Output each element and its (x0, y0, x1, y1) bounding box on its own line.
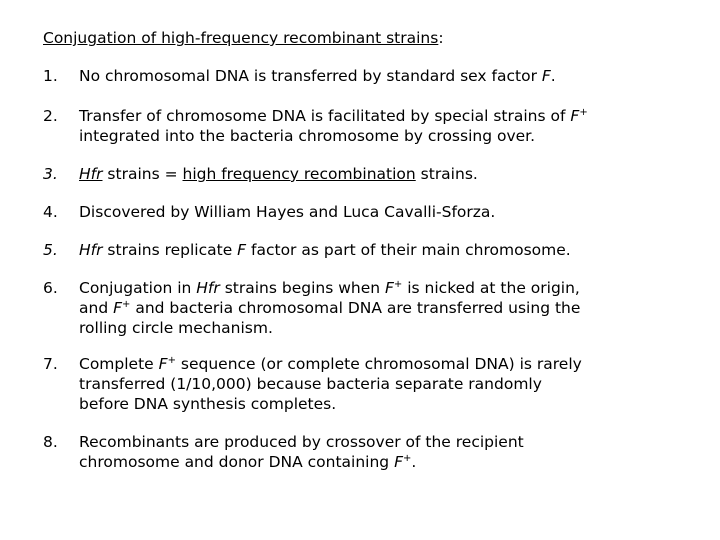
item-text: Hfr strains replicate F factor as part of their main chromosome. (79, 241, 571, 259)
item-number: 5. (43, 241, 58, 259)
list-item (43, 202, 683, 222)
slide-heading (43, 28, 444, 48)
list-item (43, 278, 683, 338)
item-text: No chromosomal DNA is transferred by standard sex factor F. (79, 67, 556, 85)
list-item (43, 432, 683, 472)
list-item (43, 66, 683, 86)
list-item (43, 164, 683, 184)
heading-colon: : (438, 29, 444, 47)
list-item (43, 354, 683, 414)
item-number: 7. (43, 355, 58, 373)
item-number: 3. (43, 165, 58, 183)
item-text: Recombinants are produced by crossover of the recipient chromosome and donor DNA containing F+. (79, 433, 524, 471)
list-item (43, 240, 683, 260)
item-text: Hfr strains = high frequency recombination strains. (79, 165, 478, 183)
item-number: 6. (43, 279, 58, 297)
heading-text: Conjugation of high-frequency recombinant strains (43, 29, 439, 47)
item-text: Conjugation in Hfr strains begins when F+ is nicked at the origin, and F+ and bacteria chromosomal DNA are transferred using the rolling circle mechanism. (79, 278, 581, 337)
item-number: 8. (43, 433, 58, 451)
item-number: 2. (43, 107, 58, 125)
item-text: Discovered by William Hayes and Luca Cavalli-Sforza. (79, 203, 496, 221)
list-item (43, 106, 683, 146)
item-number: 4. (43, 203, 58, 221)
item-number: 1. (43, 67, 58, 85)
item-text: Transfer of chromosome DNA is facilitated by special strains of F+ integrated into the bacteria chromosome by crossing over. (79, 106, 588, 145)
item-text: Complete F+ sequence (or complete chromosomal DNA) is rarely transferred (1/10,000) because bacteria separate randomly before DNA synthesis completes. (79, 354, 582, 413)
